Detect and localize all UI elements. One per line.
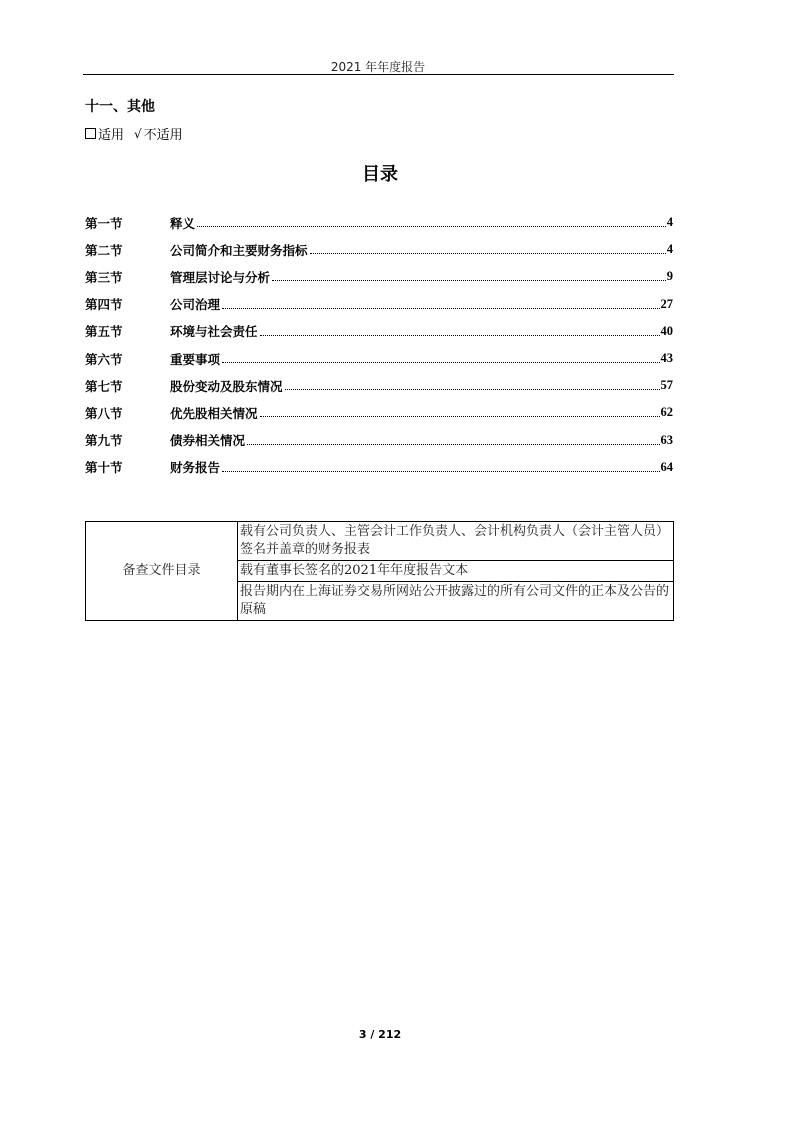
toc-section-name: 债券相关情况 (170, 433, 246, 449)
toc-entry[interactable] (85, 427, 673, 454)
toc-entry[interactable] (85, 372, 673, 399)
applicable-label: 适用 (98, 128, 125, 143)
toc-page-number: 40 (660, 323, 673, 338)
toc-section-name: 公司简介和主要财务指标 (170, 242, 308, 258)
toc-page-number: 27 (660, 296, 673, 311)
toc-entry[interactable] (85, 345, 673, 372)
toc-section-number: 第四节 (85, 297, 123, 313)
toc-page-number: 4 (666, 242, 673, 257)
toc-list (85, 209, 673, 481)
toc-section-number: 第九节 (85, 433, 123, 449)
table-row (86, 522, 674, 561)
header-rule (83, 74, 674, 75)
toc-leader-dots (285, 389, 660, 390)
toc-section-number: 第八节 (85, 405, 123, 421)
toc-section-number: 第三节 (85, 269, 123, 285)
toc-section-name: 重要事项 (170, 351, 221, 367)
toc-section-number: 第五节 (85, 324, 123, 340)
toc-page-number: 9 (666, 269, 673, 284)
toc-section-name: 释义 (170, 215, 196, 231)
page-indicator: 3 / 212 (358, 1028, 402, 1041)
toc-section-name: 管理层讨论与分析 (170, 269, 271, 285)
check-mark-icon: √ (134, 126, 142, 141)
toc-entry[interactable] (85, 291, 673, 318)
toc-page-number: 64 (660, 459, 673, 474)
reference-doc-item: 报告期内在上海证券交易所网站公开披露过的所有公司文件的正本及公告的原稿 (238, 582, 674, 621)
toc-leader-dots (197, 226, 666, 227)
toc-leader-dots (222, 471, 659, 472)
toc-section-number: 第十节 (85, 460, 123, 476)
toc-leader-dots (260, 416, 660, 417)
toc-section-number: 第一节 (85, 215, 123, 231)
applicability-options (85, 124, 183, 143)
toc-page-number: 43 (660, 351, 673, 366)
toc-leader-dots (222, 362, 659, 363)
toc-page-number: 57 (660, 378, 673, 393)
toc-title: 目录 (362, 164, 398, 185)
toc-section-number: 第二节 (85, 242, 123, 258)
not-applicable-label: 不适用 (143, 128, 183, 143)
toc-section-name: 公司治理 (170, 297, 221, 313)
toc-leader-dots (247, 444, 659, 445)
reference-doc-item: 载有董事长签名的2021年年度报告文本 (238, 561, 674, 582)
toc-entry[interactable] (85, 399, 673, 426)
toc-section-name: 优先股相关情况 (170, 405, 258, 421)
toc-leader-dots (272, 280, 666, 281)
toc-leader-dots (222, 308, 659, 309)
toc-page-number: 63 (660, 432, 673, 447)
reference-documents-table (85, 521, 674, 621)
section-heading: 十一、其他 (85, 99, 155, 115)
toc-leader-dots (310, 253, 666, 254)
toc-section-name: 财务报告 (170, 460, 221, 476)
toc-entry[interactable] (85, 263, 673, 290)
toc-section-name: 环境与社会责任 (170, 324, 258, 340)
toc-entry[interactable] (85, 236, 673, 263)
toc-entry[interactable] (85, 209, 673, 236)
reference-docs-label: 备查文件目录 (86, 522, 238, 621)
toc-section-name: 股份变动及股东情况 (170, 378, 283, 394)
toc-entry[interactable] (85, 318, 673, 345)
toc-leader-dots (260, 335, 660, 336)
header-title: 2021 年年度报告 (330, 60, 426, 74)
toc-entry[interactable] (85, 454, 673, 481)
toc-section-number: 第七节 (85, 378, 123, 394)
checkbox-icon (85, 128, 96, 139)
reference-doc-item: 载有公司负责人、主管会计工作负责人、会计机构负责人（会计主管人员）签名并盖章的财务报表 (238, 522, 674, 561)
toc-page-number: 62 (660, 405, 673, 420)
toc-section-number: 第六节 (85, 351, 123, 367)
toc-page-number: 4 (666, 215, 673, 230)
